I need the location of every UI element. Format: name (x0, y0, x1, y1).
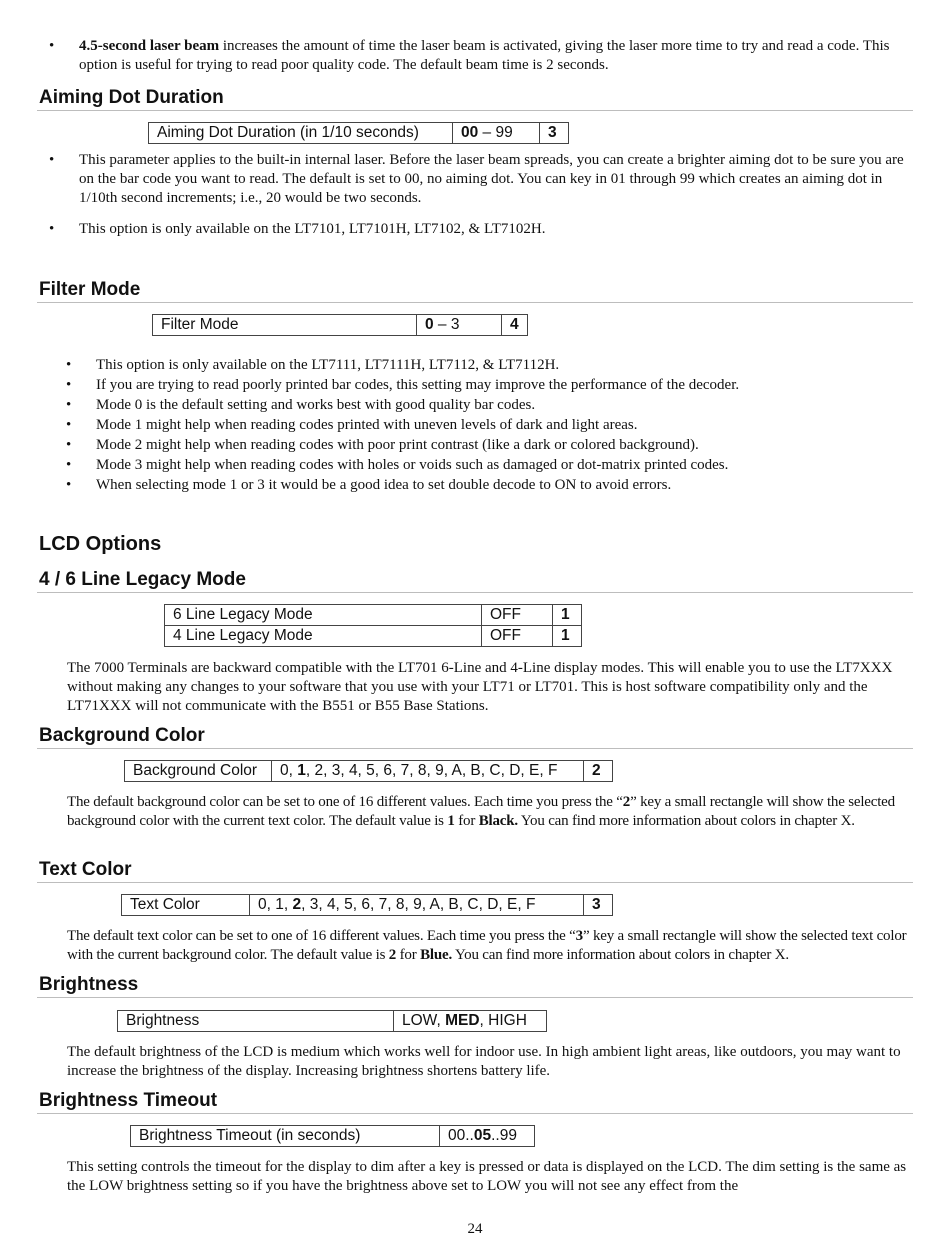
param-default: 2 (292, 896, 302, 913)
aiming-bullet-1: • This parameter applies to the built-in internal laser. Before the laser beam spreads, you can create a brighter aiming dot to be sure you are on the bar code you want to read. The default is set to 00, no aiming dot. You can key in 01 through 99 which creates an aiming dot in 1/10th second increments; i.e., 20 would be two seconds. (49, 152, 904, 206)
aiming-rule (37, 110, 913, 111)
param-range-pre: 00.. (448, 1127, 474, 1144)
filter-param-table (152, 314, 528, 336)
list-item: • Mode 0 is the default setting and works best with good quality bar codes. (66, 397, 536, 413)
brightness-rule (37, 997, 913, 998)
param-range (417, 315, 502, 336)
list-item: • If you are trying to read poorly printed bar codes, this setting may improve the performance of the decoder. (66, 377, 740, 393)
bg-rule (37, 748, 913, 749)
list-item-text: Mode 2 might help when reading codes with poor print contrast (like a dark or colored background). (96, 437, 699, 453)
param-range-post: , HIGH (479, 1012, 527, 1029)
bg-text-2: ” key a small rectangle will show the selected background color with the current text color. The default value is (67, 794, 895, 829)
aiming-bullet-2: • This option is only available on the LT7101, LT7101H, LT7102, & LT7102H. (49, 221, 546, 237)
bg-text-color: Black. (478, 813, 518, 829)
table-row (149, 123, 569, 144)
timeout-param-table (130, 1125, 535, 1147)
table-row (165, 626, 582, 647)
param-key: 4 (502, 315, 528, 336)
bg-param-table (124, 760, 613, 782)
timeout-rule (37, 1113, 913, 1114)
table-row (131, 1126, 535, 1147)
param-default: MED (445, 1012, 480, 1029)
aiming-bullet-1-text: This parameter applies to the built-in internal laser. Before the laser beam spreads, you can create a brighter aiming dot to be sure you are on the bar code you want to read. The default is set to 00, no aiming dot. You can key in 01 through 99 which creates an aiming dot in 1/10th second increments; i.e., 20 would be two seconds. (79, 152, 904, 206)
list-item: • When selecting mode 1 or 3 it would be a good idea to set double decode to ON to avoid errors. (66, 477, 672, 493)
param-default: 0 (425, 316, 434, 333)
legacy-heading: 4 / 6 Line Legacy Mode (39, 569, 246, 590)
brightness-param-table (117, 1010, 547, 1032)
text-text-color: Blue. (420, 947, 453, 963)
param-range-rest: – 99 (478, 124, 513, 141)
param-name: Background Color (125, 761, 272, 782)
bg-text-key: 2 (622, 794, 631, 810)
param-key: 1 (553, 605, 582, 626)
table-row (165, 605, 582, 626)
timeout-heading: Brightness Timeout (39, 1090, 218, 1111)
param-range-post: ..99 (491, 1127, 517, 1144)
table-row (125, 761, 613, 782)
filter-heading: Filter Mode (39, 279, 141, 300)
table-row (118, 1011, 547, 1032)
param-range-post: , 2, 3, 4, 5, 6, 7, 8, 9, A, B, C, D, E, F (305, 762, 558, 779)
list-item-text: If you are trying to read poorly printed bar codes, this setting may improve the performance of the decoder. (96, 377, 740, 393)
text-text-4: You can find more information about colors in chapter X. (452, 947, 789, 963)
param-range-pre: 0, (280, 762, 298, 779)
param-name: Brightness Timeout (in seconds) (131, 1126, 440, 1147)
legacy-paragraph: The 7000 Terminals are backward compatible with the LT701 6-Line and 4-Line display modes. This will enable you to use the LT7XXX without making any changes to your software that you use with your LT71 or LT701. This is host software compatibility only and the LT71XXX will not communicate with the B551 or B55 Base Stations. (67, 660, 893, 714)
list-item: • This option is only available on the LT7111, LT7111H, LT7112, & LT7112H. (66, 357, 560, 373)
param-name: Brightness (118, 1011, 394, 1032)
bg-heading: Background Color (39, 725, 205, 746)
list-item-text: Mode 1 might help when reading codes printed with uneven levels of dark and light areas. (96, 417, 638, 433)
page-number: 24 (467, 1221, 483, 1237)
legacy-param-table (164, 604, 582, 647)
param-value: OFF (482, 605, 553, 626)
param-default: 05 (473, 1127, 492, 1144)
brightness-paragraph: The default brightness of the LCD is medium which works well for indoor use. In high ambient light areas, like outdoors, you may want to increase the brightness of the display. Increasing brightness shortens battery life. (67, 1044, 901, 1079)
param-range-rest: – 3 (433, 316, 460, 333)
text-color-heading: Text Color (39, 859, 132, 880)
aiming-heading: Aiming Dot Duration (39, 87, 224, 108)
param-default: 00 (461, 124, 479, 141)
bg-text-1: The default background color can be set to one of 16 different values. Each time you press the “ (67, 794, 623, 810)
text-color-rule (37, 882, 913, 883)
param-range (272, 761, 584, 782)
text-color-param-table (121, 894, 613, 916)
list-item: • Mode 2 might help when reading codes with poor print contrast (like a dark or colored background). (66, 437, 699, 453)
param-range-pre: 0, 1, (258, 896, 293, 913)
text-text-3: for (396, 947, 421, 963)
timeout-paragraph: This setting controls the timeout for the display to dim after a key is pressed or data is displayed on the LCD. The dim setting is the same as the LOW brightness setting so if you have the brightness above set to LOW you will not see any effect from the (67, 1159, 907, 1194)
param-key: 1 (553, 626, 582, 647)
text-text-key: 3 (575, 928, 583, 944)
table-row (122, 895, 613, 916)
table-row (153, 315, 528, 336)
lcd-options-title: LCD Options (39, 533, 162, 555)
text-color-paragraph (67, 927, 917, 965)
param-range (250, 895, 584, 916)
filter-bullet-list (66, 356, 926, 496)
filter-rule (37, 302, 913, 303)
param-name: Filter Mode (153, 315, 417, 336)
text-text-value: 2 (388, 947, 397, 963)
intro-bullet: • 4.5-second laser beam increases the amount of time the laser beam is activated, giving the laser more time to try and read a code. This option is useful for trying to read poor quality code. The default beam time is 2 seconds. (49, 38, 890, 73)
param-default: 1 (297, 762, 306, 779)
param-name: Text Color (122, 895, 250, 916)
param-name: Aiming Dot Duration (in 1/10 seconds) (149, 123, 453, 144)
list-item-text: Mode 3 might help when reading codes with holes or voids such as damaged or dot-matrix printed codes. (96, 457, 729, 473)
param-name: 4 Line Legacy Mode (165, 626, 482, 647)
param-key: 3 (540, 123, 569, 144)
list-item-text: This option is only available on the LT7111, LT7111H, LT7112, & LT7112H. (96, 357, 560, 373)
param-range-pre: LOW, (402, 1012, 446, 1029)
bg-text-4: You can find more information about colors in chapter X. (517, 813, 855, 829)
param-range-post: , 3, 4, 5, 6, 7, 8, 9, A, B, C, D, E, F (301, 896, 536, 913)
text-text-2: ” key a small rectangle will show the selected text color with the current background color. The default value is (67, 928, 907, 963)
aiming-param-table (148, 122, 569, 144)
bg-text-3: for (454, 813, 479, 829)
bg-text-value: 1 (447, 813, 455, 829)
bg-paragraph (67, 793, 917, 831)
param-key: 3 (584, 895, 613, 916)
param-range (453, 123, 540, 144)
brightness-heading: Brightness (39, 974, 139, 995)
param-name: 6 Line Legacy Mode (165, 605, 482, 626)
list-item-text: When selecting mode 1 or 3 it would be a good idea to set double decode to ON to avoid errors. (96, 477, 672, 493)
param-range (440, 1126, 535, 1147)
aiming-bullet-2-text: This option is only available on the LT7101, LT7101H, LT7102, & LT7102H. (79, 221, 546, 237)
param-range (394, 1011, 547, 1032)
list-item-text: Mode 0 is the default setting and works best with good quality bar codes. (96, 397, 536, 413)
intro-bullet-text: increases the amount of time the laser beam is activated, giving the laser more time to try and read a code. This option is useful for trying to read poor quality code. The default beam time is 2 seconds. (79, 38, 890, 73)
list-item: • Mode 1 might help when reading codes printed with uneven levels of dark and light areas. (66, 417, 638, 433)
list-item: • Mode 3 might help when reading codes with holes or voids such as damaged or dot-matrix printed codes. (66, 457, 729, 473)
text-text-1: The default text color can be set to one of 16 different values. Each time you press the “ (67, 928, 576, 944)
intro-bullet-bold: 4.5-second laser beam (79, 38, 220, 54)
legacy-rule (37, 592, 913, 593)
param-value: OFF (482, 626, 553, 647)
param-key: 2 (584, 761, 613, 782)
